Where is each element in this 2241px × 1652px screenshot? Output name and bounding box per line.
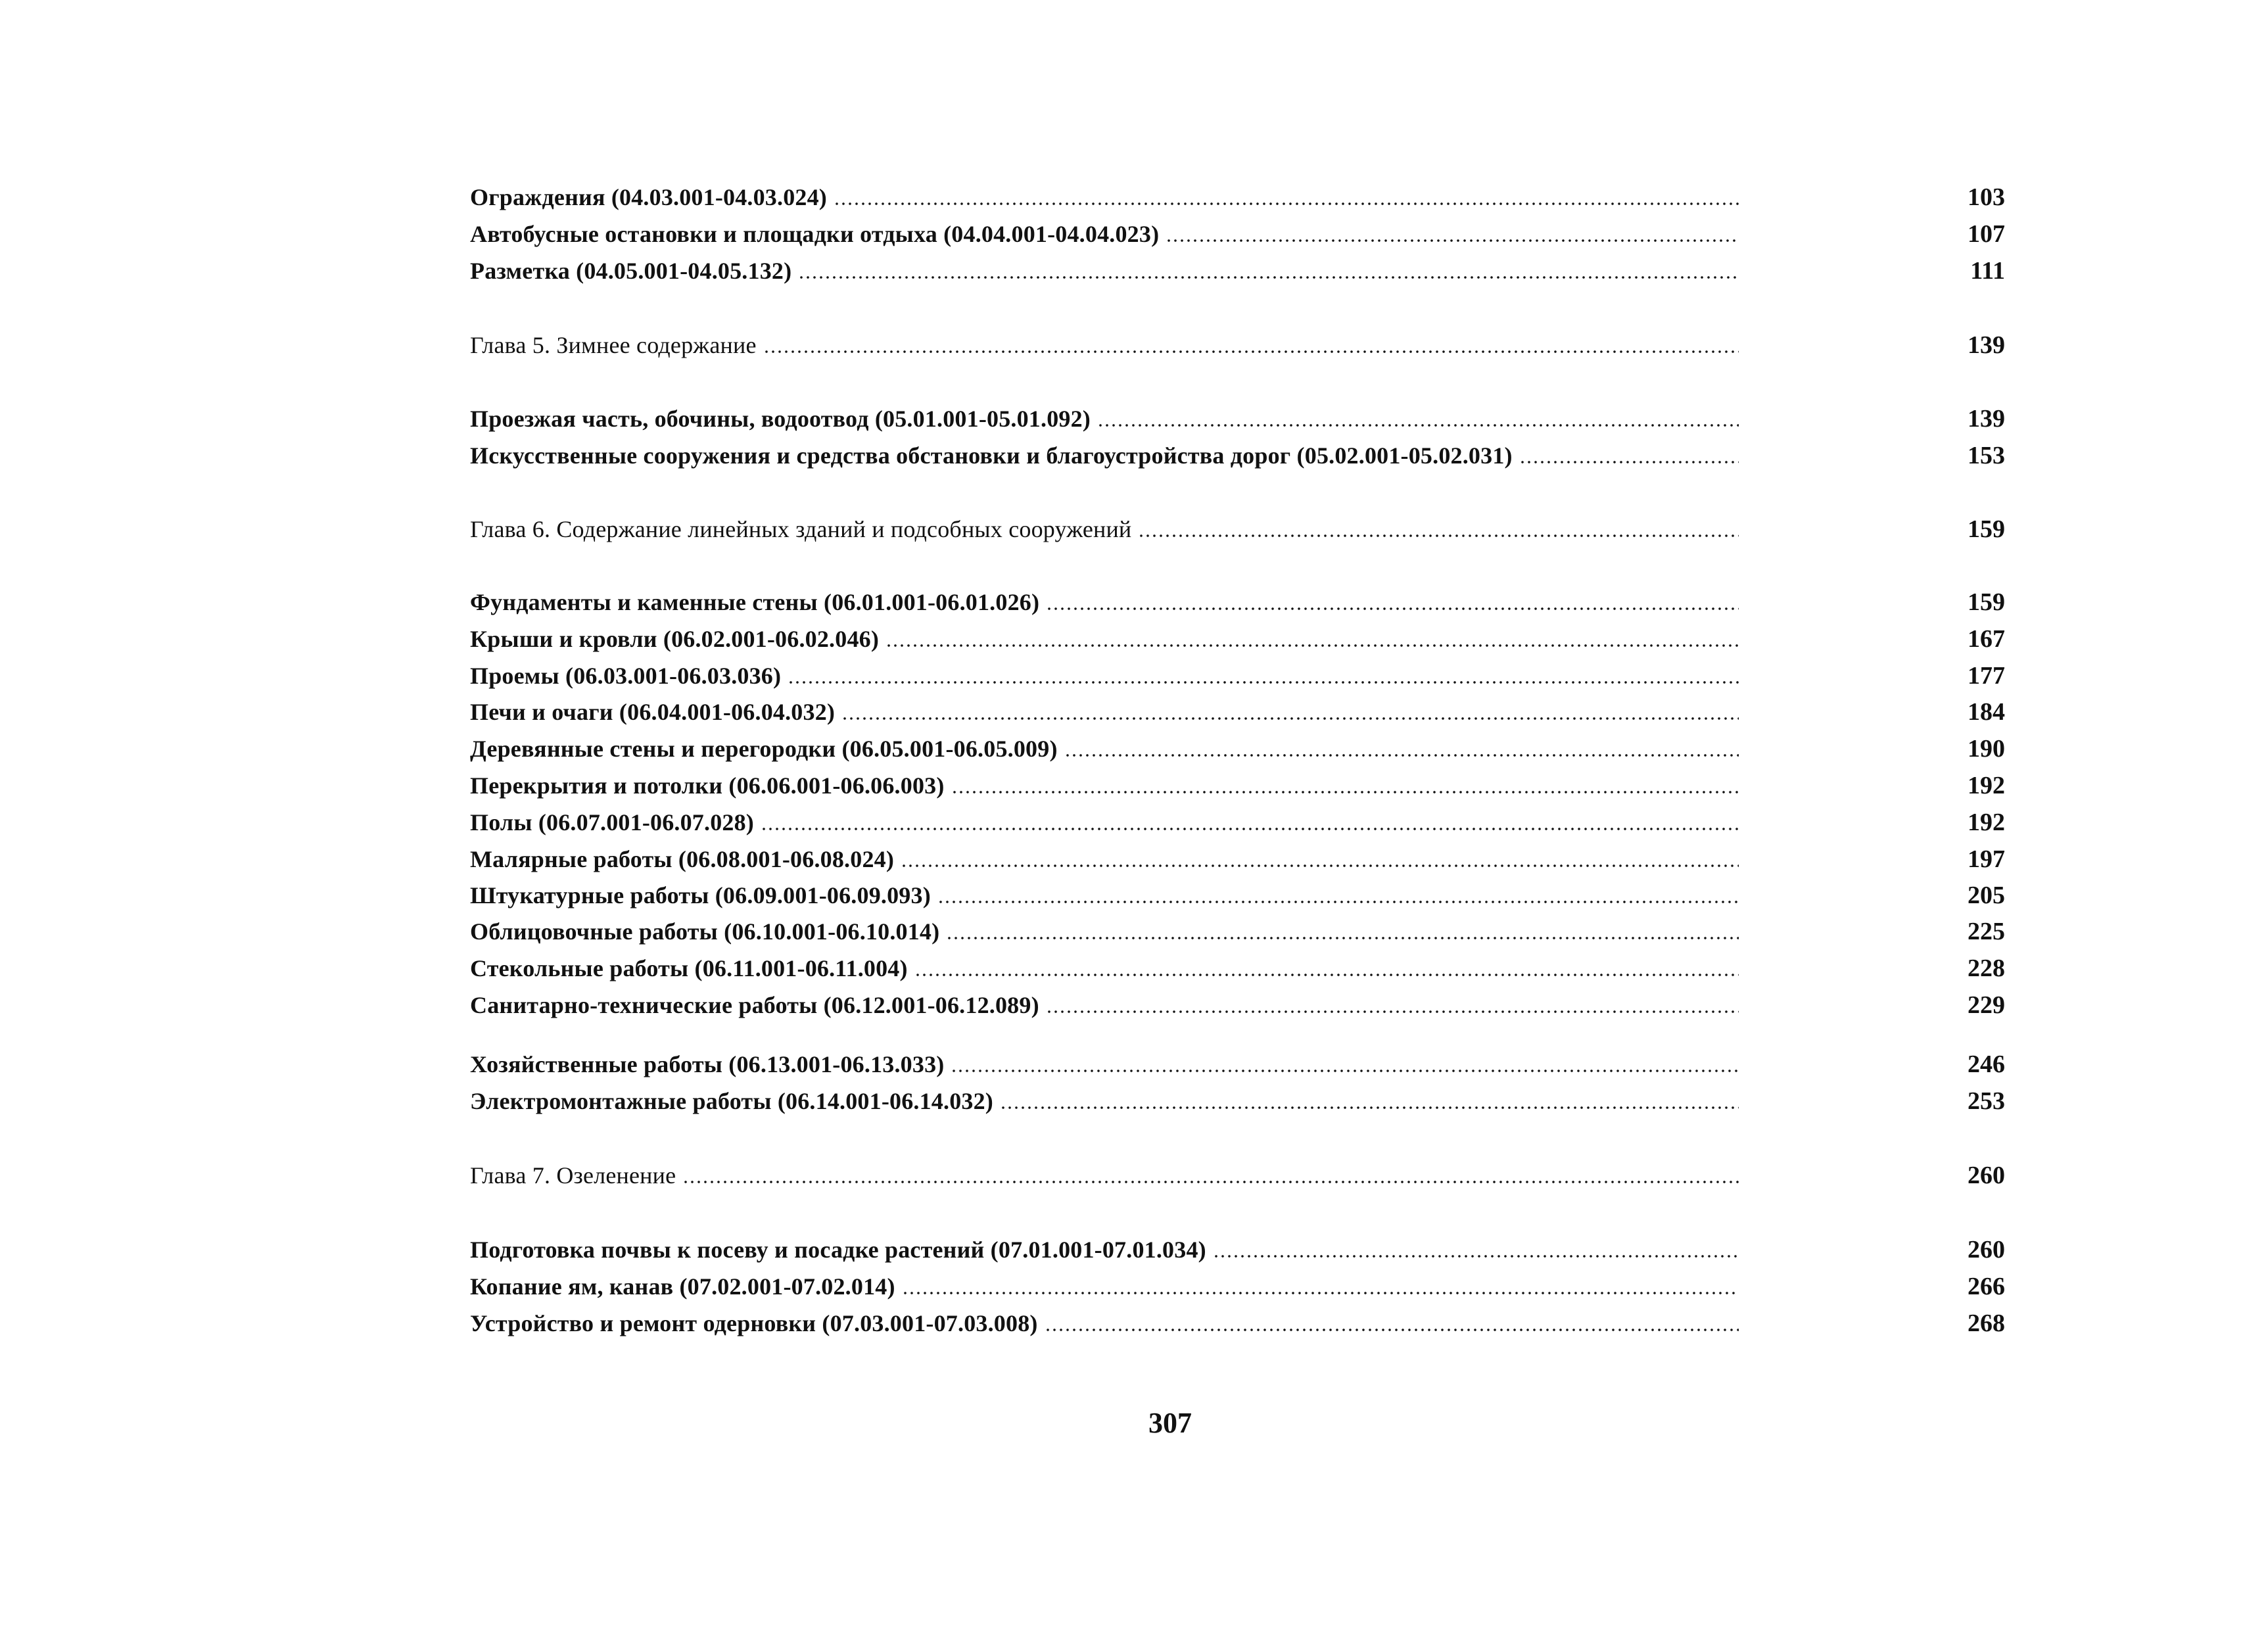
toc-entry xyxy=(470,806,2005,839)
toc-entry-page: 139 xyxy=(1968,405,2005,433)
toc-entry xyxy=(470,769,2005,802)
toc-entry-page: 192 xyxy=(1968,809,2005,836)
toc-entry-page: 111 xyxy=(1970,257,2005,285)
dot-leader xyxy=(841,717,1739,720)
toc-entry-title: Проемы (06.03.001-06.03.036) xyxy=(470,663,782,689)
dot-leader xyxy=(788,680,1739,684)
toc-entry-title: Облицовочные работы (06.10.001-06.10.014) xyxy=(470,918,940,945)
toc-entry-title: Стекольные работы (06.11.001-06.11.004) xyxy=(470,955,908,981)
dot-leader xyxy=(1046,1010,1739,1014)
toc-entry-title: Печи и очаги (06.04.001-06.04.032) xyxy=(470,699,836,725)
toc-entry-page: 253 xyxy=(1968,1087,2005,1115)
dot-leader xyxy=(1138,534,1739,538)
toc-entry xyxy=(470,1233,2005,1266)
toc-entry-title: Устройство и ремонт одерновки (07.03.001-07.03.008) xyxy=(470,1310,1038,1336)
toc-entry xyxy=(470,586,2005,619)
toc-entry-title: Малярные работы (06.08.001-06.08.024) xyxy=(470,846,895,872)
toc-entry xyxy=(470,915,2005,948)
page-number: 307 xyxy=(1148,1407,1192,1439)
toc-entry-title: Полы (06.07.001-06.07.028) xyxy=(470,809,754,836)
toc-entry-page: 228 xyxy=(1968,955,2005,982)
toc-chapter-entry xyxy=(470,1159,2005,1192)
toc-entry-page: 197 xyxy=(1968,845,2005,873)
dot-leader xyxy=(901,864,1739,868)
toc-entry xyxy=(470,218,2005,250)
dot-leader xyxy=(937,900,1739,904)
toc-entry-page: 167 xyxy=(1968,625,2005,653)
toc-entry-title: Ограждения (04.03.001-04.03.024) xyxy=(470,184,827,210)
toc-entry xyxy=(470,1270,2005,1303)
toc-entry xyxy=(470,1048,2005,1081)
dot-leader xyxy=(914,973,1739,977)
toc-entry xyxy=(470,439,2005,472)
toc-entry xyxy=(470,879,2005,912)
toc-entry-title: Хозяйственные работы (06.13.001-06.13.033) xyxy=(470,1051,945,1077)
toc-entry-page: 153 xyxy=(1968,442,2005,469)
toc-entry xyxy=(470,732,2005,765)
toc-entry-page: 190 xyxy=(1968,735,2005,763)
dot-leader xyxy=(761,827,1739,831)
toc-entry-page: 229 xyxy=(1968,991,2005,1019)
dot-leader xyxy=(798,275,1739,279)
toc-entry-page: 192 xyxy=(1968,772,2005,799)
toc-entry-page: 177 xyxy=(1968,662,2005,690)
toc-entry-title: Разметка (04.05.001-04.05.132) xyxy=(470,258,792,284)
toc-entry-title: Деревянные стены и перегородки (06.05.001-06.05.009) xyxy=(470,736,1058,762)
toc-entry-title: Электромонтажные работы (06.14.001-06.14.032) xyxy=(470,1088,993,1114)
toc-entry-title: Санитарно-технические работы (06.12.001-06.12.089) xyxy=(470,992,1039,1018)
dot-leader xyxy=(1045,1328,1739,1332)
toc-entry xyxy=(470,254,2005,287)
toc-entry-page: 246 xyxy=(1968,1050,2005,1078)
toc-entry-page: 205 xyxy=(1968,882,2005,909)
toc-entry-page: 268 xyxy=(1968,1310,2005,1337)
toc-entry-title: Перекрытия и потолки (06.06.001-06.06.003) xyxy=(470,772,945,799)
toc-entry xyxy=(470,402,2005,435)
dot-leader xyxy=(1519,460,1739,464)
toc-entry xyxy=(470,659,2005,692)
toc-entry-title: Подготовка почвы к посеву и посадке растений (07.01.001-07.01.034) xyxy=(470,1237,1206,1263)
dot-leader xyxy=(951,790,1739,794)
toc-entry-title: Крыши и кровли (06.02.001-06.02.046) xyxy=(470,626,880,652)
toc-entry xyxy=(470,1307,2005,1340)
dot-leader xyxy=(1046,607,1739,611)
toc-entry-page: 159 xyxy=(1968,588,2005,616)
toc-entry-page: 260 xyxy=(1968,1162,2005,1189)
dot-leader xyxy=(763,350,1739,354)
toc-entry-page: 184 xyxy=(1968,698,2005,726)
toc-chapter-title: Глава 5. Зимнее содержание xyxy=(470,332,757,358)
toc-entry-title: Копание ям, канав (07.02.001-07.02.014) xyxy=(470,1273,895,1300)
toc-entry xyxy=(470,1085,2005,1118)
toc-chapter-entry xyxy=(470,329,2005,362)
toc-entry xyxy=(470,181,2005,214)
toc-entry-page: 225 xyxy=(1968,918,2005,945)
dot-leader xyxy=(885,644,1739,648)
dot-leader xyxy=(946,936,1739,940)
toc-entry-title: Штукатурные работы (06.09.001-06.09.093) xyxy=(470,882,931,909)
dot-leader xyxy=(834,202,1739,206)
dot-leader xyxy=(902,1291,1739,1295)
toc-entry xyxy=(470,696,2005,728)
toc-entry-title: Фундаменты и каменные стены (06.01.001-06.01.026) xyxy=(470,589,1040,615)
toc-entry-page: 139 xyxy=(1968,331,2005,359)
toc-chapter-title: Глава 7. Озеленение xyxy=(470,1162,676,1189)
toc-entry-page: 260 xyxy=(1968,1236,2005,1263)
dot-leader xyxy=(1213,1254,1739,1258)
dot-leader xyxy=(1000,1106,1739,1110)
toc-entry-page: 159 xyxy=(1968,515,2005,543)
toc-entry xyxy=(470,989,2005,1022)
toc-entry-page: 266 xyxy=(1968,1273,2005,1300)
toc-entry xyxy=(470,952,2005,985)
toc-chapter-entry xyxy=(470,513,2005,546)
toc-entry-page: 107 xyxy=(1968,220,2005,248)
toc-chapter-title: Глава 6. Содержание линейных зданий и подсобных сооружений xyxy=(470,516,1132,542)
toc-entry-title: Автобусные остановки и площадки отдыха (04.04.001-04.04.023) xyxy=(470,221,1160,247)
dot-leader xyxy=(1166,239,1739,243)
dot-leader xyxy=(1097,423,1739,427)
toc-entry xyxy=(470,623,2005,655)
dot-leader xyxy=(682,1180,1739,1184)
toc-entry-page: 103 xyxy=(1968,183,2005,211)
toc-entry-title: Проезжая часть, обочины, водоотвод (05.01.001-05.01.092) xyxy=(470,406,1091,432)
dot-leader xyxy=(1064,753,1739,757)
dot-leader xyxy=(951,1069,1739,1073)
toc-entry-title: Искусственные сооружения и средства обстановки и благоустройства дорог (05.02.001-05.02.031) xyxy=(470,442,1513,469)
toc-entry xyxy=(470,843,2005,876)
